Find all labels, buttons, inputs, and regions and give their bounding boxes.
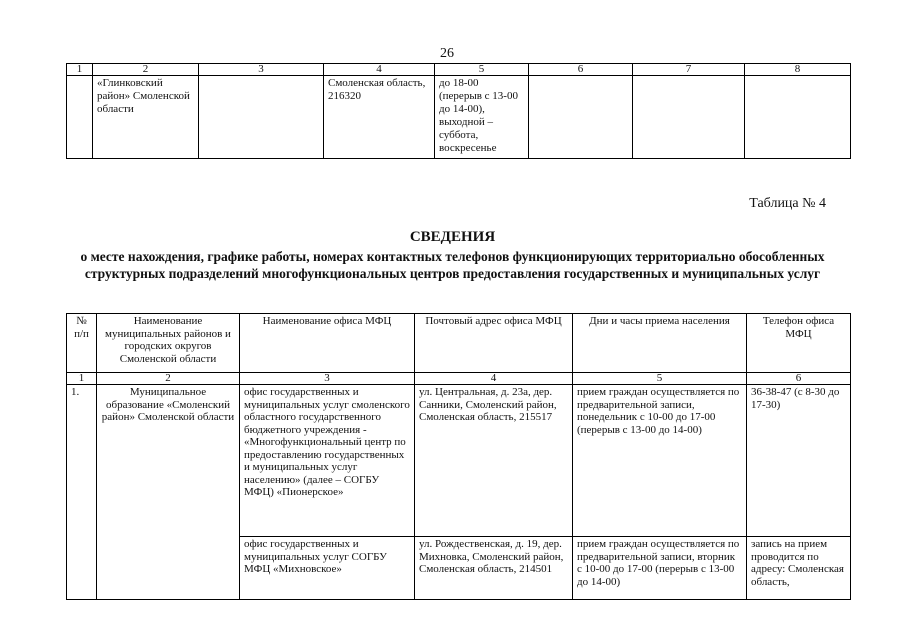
column-number: 2	[97, 373, 240, 385]
column-header: Телефон офиса МФЦ	[747, 314, 851, 373]
schedule-cell: до 18-00 (перерыв с 13-00 до 14-00), выходной – суббота, воскресенье	[435, 76, 529, 159]
table-row	[67, 76, 851, 159]
phone-cell: 36-38-47 (с 8-30 до 17-30)	[747, 385, 851, 537]
table-cell	[745, 76, 851, 159]
office-name-cell: офис государственных и муниципальных услуг смоленского областного государственного бюджетного учреждения - «Многофункциональный центр по предоставлению государственных и муниципальных услуг населению» (далее – СОГБУ МФЦ) «Пионерское»	[240, 385, 415, 537]
table-header-row	[67, 314, 851, 373]
column-number: 7	[633, 64, 745, 76]
address-cell: Смоленская область, 216320	[324, 76, 435, 159]
page-number: 26	[440, 46, 454, 61]
table-cell	[529, 76, 633, 159]
continued-table	[66, 63, 851, 159]
column-number: 1	[67, 373, 97, 385]
column-header: Наименование муниципальных районов и городских округов Смоленской области	[97, 314, 240, 373]
document-title: СВЕДЕНИЯ	[409, 229, 496, 245]
office-name-cell: офис государственных и муниципальных услуг СОГБУ МФЦ «Михновское»	[240, 537, 415, 600]
document-subtitle: о месте нахождения, графике работы, номерах контактных телефонов функционирующих территориально обособленных структурных подразделений многофункциональных центров предоставления государственных и муниципальных услуг	[80, 249, 825, 281]
phone-cell: запись на прием проводится по адресу: Смоленская область,	[747, 537, 851, 600]
hours-cell: прием граждан осуществляется по предварительной записи, вторник с 10-00 до 17-00 (перерыв с 13-00 до 14-00)	[573, 537, 747, 600]
table-row	[67, 385, 851, 537]
address-cell: ул. Рождественская, д. 19, дер. Михновка, Смоленский район, Смоленская область, 214501	[415, 537, 573, 600]
column-header: Наименование офиса МФЦ	[240, 314, 415, 373]
column-number: 2	[93, 64, 199, 76]
hours-cell: прием граждан осуществляется по предварительной записи, понедельник с 10-00 до 17-00 (перерыв с 13-00 до 14-00)	[573, 385, 747, 537]
table-cell	[67, 76, 93, 159]
column-header: Почтовый адрес офиса МФЦ	[415, 314, 573, 373]
table-cell	[633, 76, 745, 159]
address-cell: ул. Центральная, д. 23а, дер. Санники, Смоленский район, Смоленская область, 215517	[415, 385, 573, 537]
column-number: 6	[529, 64, 633, 76]
row-number-cell: 1.	[67, 385, 97, 600]
mfc-offices-table	[66, 313, 851, 600]
district-cell: Муниципальное образование «Смоленский район» Смоленской области	[97, 385, 240, 600]
column-number: 4	[324, 64, 435, 76]
column-number-row	[67, 373, 851, 385]
column-number: 4	[415, 373, 573, 385]
table-cell	[199, 76, 324, 159]
column-number: 3	[199, 64, 324, 76]
column-number: 3	[240, 373, 415, 385]
column-number: 5	[573, 373, 747, 385]
column-number: 1	[67, 64, 93, 76]
column-number: 5	[435, 64, 529, 76]
column-header: № п/п	[67, 314, 97, 373]
column-number: 8	[745, 64, 851, 76]
column-header: Дни и часы приема населения	[573, 314, 747, 373]
column-number-row	[67, 64, 851, 76]
table-caption: Таблица № 4	[749, 196, 826, 211]
column-number: 6	[747, 373, 851, 385]
district-cell: «Глинковский район» Смоленской области	[93, 76, 199, 159]
